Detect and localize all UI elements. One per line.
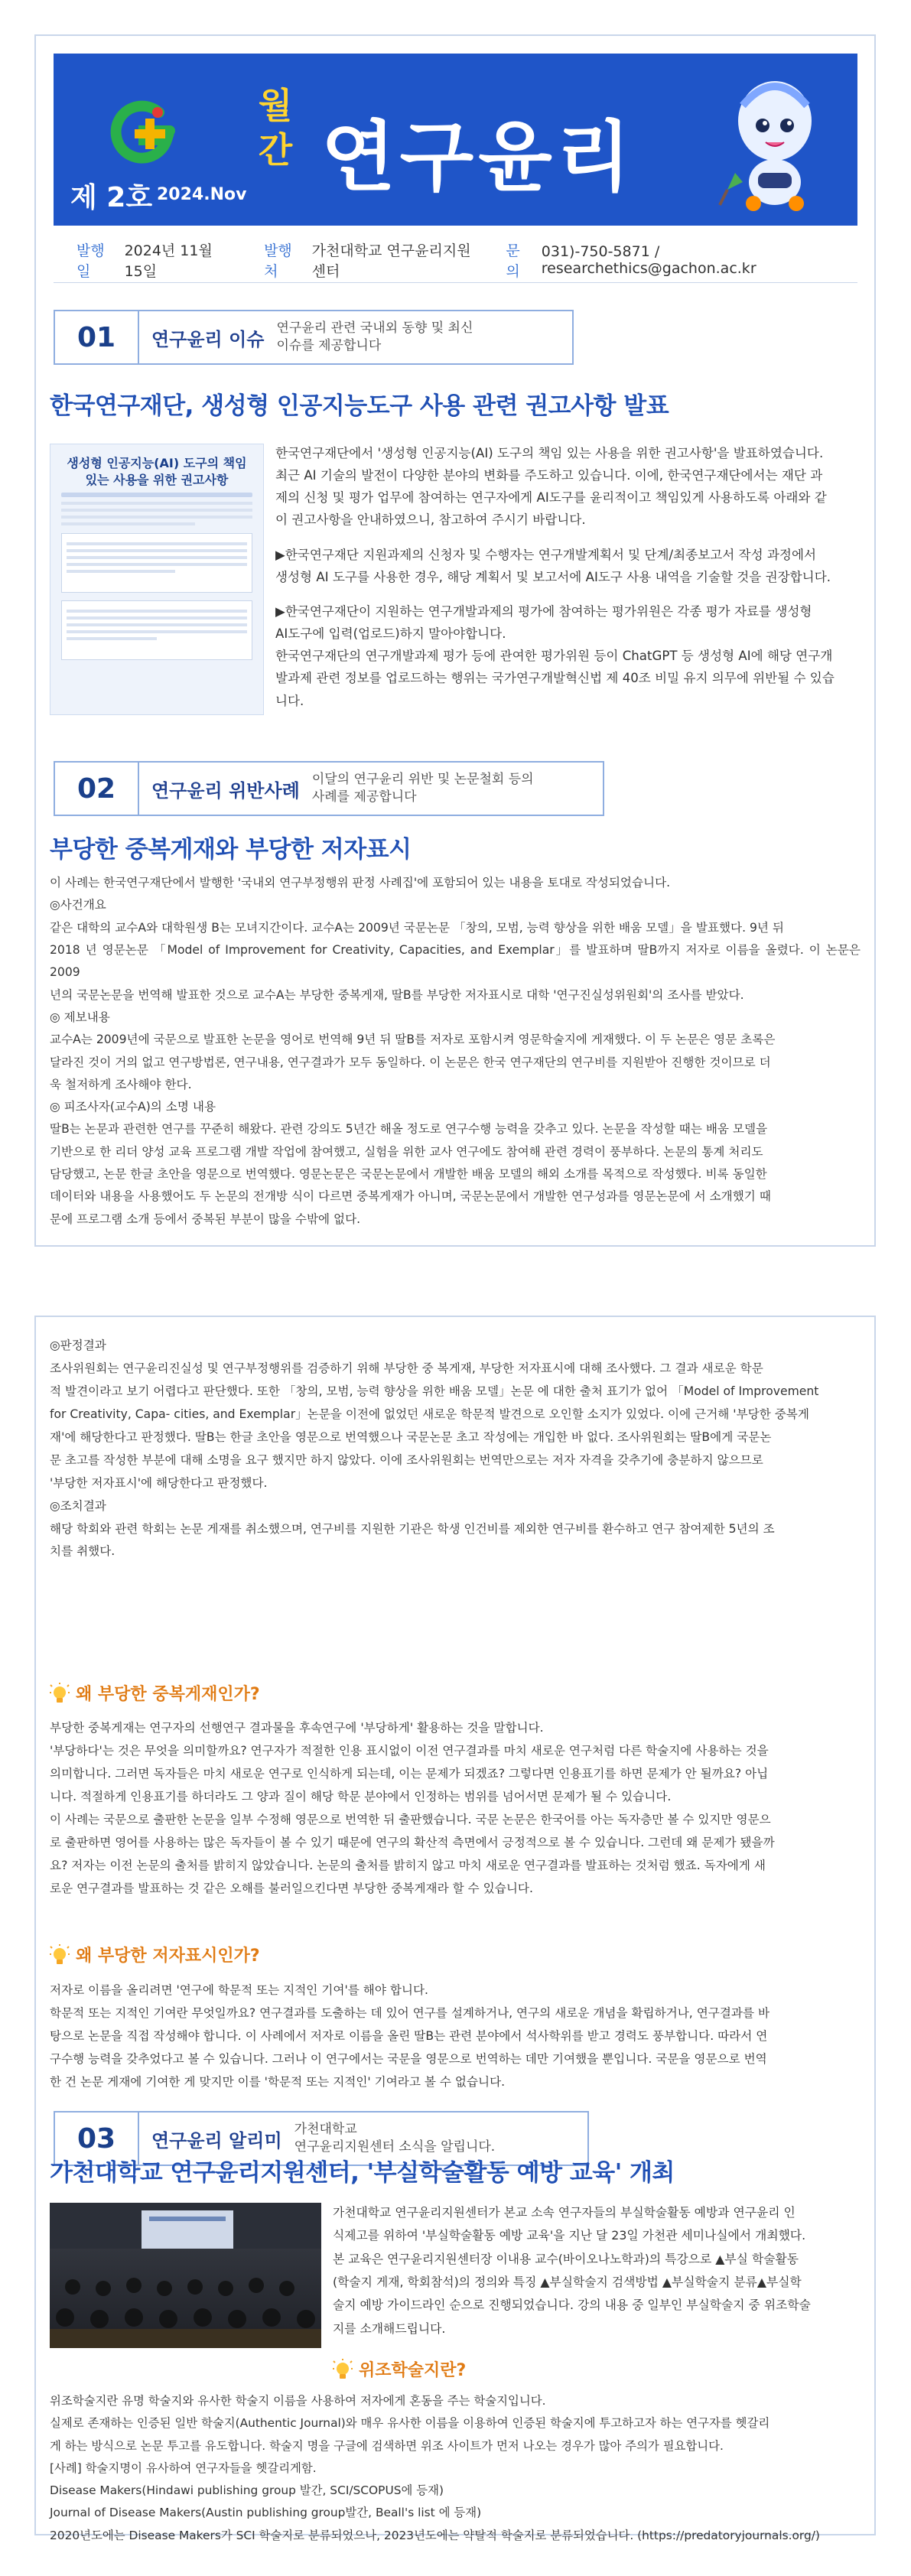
section-title: 연구윤리 위반사례: [151, 779, 300, 802]
thumbnail-title: 생성형 인공지능(AI) 도구의 책임 있는 사용을 위한 권고사항: [67, 456, 247, 487]
text-line: 생성형 AI 도구를 사용한 경우, 해당 계획서 및 보고서에 AI도구 사용 내역을 기술할 것을 권장합니다.: [275, 569, 831, 584]
text-line: 로운 연구결과를 발표하는 것 같은 오해를 불러일으킨다면 부당한 중복게재라 할 수 있습니다.: [50, 1881, 533, 1895]
text-line: 문에 프로그램 소개 등에서 중복된 부분이 많을 수밖에 없다.: [50, 1212, 361, 1226]
section-description: 이달의 연구윤리 위반 및 논문철회 등의 사례를 제공합니다: [311, 772, 534, 805]
text-line: 조사위원회는 연구윤리진실성 및 연구부정행위를 검증하기 위해 부당한 중 복게재, 부당한 저자표시에 대해 조사했다. 그 결과 새로운 학문: [50, 1361, 763, 1375]
text-line: ◎ 피조사자(교수A)의 소명 내용: [50, 1100, 216, 1114]
text-line: 교수A는 2009년에 국문으로 발표한 논문을 영어로 번역해 9년 뒤 딸B를 저자로 포함시켜 영문학술지에 게재했다. 이 두 논문은 영문 초록은: [50, 1033, 776, 1047]
text-line: 학문적 또는 지적인 기여란 무엇일까요? 연구결과를 도출하는 데 있어 연구를 설계하거나, 연구의 새로운 개념을 확립하거나, 연구결과를 바: [50, 2005, 770, 2020]
text-line: [사례] 학술지명이 유사하여 연구자들을 헷갈리게함.: [50, 2461, 317, 2475]
answer-body-3: [50, 2390, 861, 2547]
issue-date: 2024.Nov: [157, 185, 247, 204]
text-line: ◎사건개요: [50, 898, 106, 912]
text-line: 니다.: [275, 693, 304, 708]
text-line: ◎판정결과: [50, 1338, 106, 1352]
section-title: 연구윤리 이슈: [151, 328, 265, 350]
article-body-3: [333, 2201, 861, 2340]
text-line: 한국연구재단에서 '생성형 인공지능(AI) 도구의 책임 있는 사용을 위한 권고사항'을 발표하였습니다.: [275, 446, 824, 460]
text-line: 적 발견이라고 보기 어렵다고 판단했다. 또한 「창의, 모범, 능력 향상을 위한 배움 모델」논문 에 대한 출처 표기가 없어 「Model of Improvement: [50, 1384, 819, 1398]
text-line: '부당한 저자표시'에 해당한다고 판정했다.: [50, 1475, 268, 1490]
contact-label: 문의: [506, 242, 520, 280]
newsletter-title: 연구윤리: [321, 112, 636, 202]
article-body-2: [50, 872, 861, 1231]
monthly-label: 월간: [258, 85, 293, 171]
text-line: 문 초고를 작성한 부분에 대해 소명을 요구 했지만 하지 않았다. 이에 조사위원회는 번역만으로는 저자 자격을 갖추기에 충분하지 않으므로: [50, 1452, 763, 1467]
date-value: 2024년 11월 15일: [124, 242, 213, 280]
text-line: 요? 저자는 이전 논문의 출처를 밝히지 않았습니다. 논문의 출처를 밝히지 않고 마치 새로운 연구결과를 발표하는 것처럼 했죠. 독자에게 새: [50, 1858, 766, 1872]
text-line: 데이터와 내용을 사용했어도 두 논문의 전개방 식이 다르면 중복게재가 아니며, 국문논문에서 개발한 연구성과를 영문논문에 서 소개했기 때: [50, 1189, 771, 1204]
lightbulb-icon: [50, 1944, 70, 1966]
text-line: 니다. 적절하게 인용표기를 하더라도 그 양과 질이 해당 학문 분야에서 인정하는 범위를 넘어서면 문제가 될 수 있습니다.: [50, 1789, 672, 1804]
text-line: Disease Makers(Hindawi publishing group 발간, SCI/SCOPUS에 등재): [50, 2483, 444, 2498]
text-line: ◎조치결과: [50, 1498, 106, 1513]
g-plus-logo-icon: [107, 96, 176, 168]
text-line: AI도구에 입력(업로드)하지 말아야합니다.: [275, 626, 506, 642]
text-line: 한 건 논문 게재에 기여한 게 맞지만 이를 '학문적 또는 지적인' 기여라고 볼 수 없습니다.: [50, 2074, 506, 2089]
text-line: 게 하는 방식으로 논문 투고를 유도합니다. 학술지 명을 구글에 검색하면 위조 사이트가 먼저 나오는 경우가 많아 주의가 필요합니다.: [50, 2438, 724, 2453]
text-line: 재'에 해당한다고 판정했다. 딸B는 한글 초안을 영문으로 번역했으나 국문논문 초고 작성에는 개입한 바 없다. 조사위원회는 딸B에게 국문논: [50, 1429, 772, 1444]
section-description: 가천대학교 연구윤리지원센터 소식을 알립니다.: [294, 2122, 496, 2155]
text-line: 부당한 중복게재는 연구자의 선행연구 결과물을 후속연구에 '부당하게' 활용하는 것을 말합니다.: [50, 1721, 544, 1735]
article-body-2-continued: [50, 1335, 861, 1563]
text-line: 본 교육은 연구윤리지원센터장 이내용 교수(바이오나노학과)의 특강으로 ▲부실 학술활동: [333, 2251, 799, 2266]
lightbulb-icon: [50, 1683, 70, 1704]
text-line: 치를 취했다.: [50, 1544, 116, 1559]
text-line: 실제로 존재하는 인증된 일반 학술지(Authentic Journal)와 매우 유사한 이름을 이용하여 인증된 학술지에 투고하고자 하는 연구자를 헷갈리: [50, 2416, 770, 2431]
article-title-1: 한국연구재단, 생성형 인공지능도구 사용 관련 권고사항 발표: [50, 392, 669, 420]
text-line: 술지 예방 가이드라인 순으로 진행되었습니다. 강의 내용 중 일부인 부실학술지 중 위조학술: [333, 2298, 811, 2313]
text-line: 제의 신청 및 평가 업무에 참여하는 연구자에게 AI도구를 윤리적이고 책임있게 사용하도록 아래와 같: [275, 490, 827, 506]
text-line: (학술지 게재, 학회참석)의 정의와 특징 ▲부실학술지 검색방법 ▲부실학술지 분류▲부실학: [333, 2274, 802, 2289]
answer-body-2: [50, 1979, 861, 2094]
issue-number: 제 2호: [70, 182, 153, 213]
text-line: ◎ 제보내용: [50, 1010, 110, 1024]
text-line: [275, 531, 857, 544]
text-line: ▶한국연구재단이 지원하는 연구개발과제의 평가에 참여하는 평가위원은 각종 평가 자료를 생성형: [275, 604, 812, 620]
question-heading-1: 왜 부당한 중복게재인가?: [50, 1681, 260, 1705]
text-line: 기반으로 한 리더 양성 교육 프로그램 개발 작업에 참여했고, 실험을 위한 교사 연구에도 참여해 관련 경력이 풍부하다. 논문의 통계 처리도: [50, 1144, 763, 1159]
section-title: 연구윤리 알리미: [151, 2129, 282, 2152]
section-number: 01: [55, 311, 139, 363]
text-line: 같은 대학의 교수A와 대학원생 B는 모녀지간이다. 교수A는 2009년 국문논문 「창의, 모범, 능력 향상을 위한 배움 모델」을 발표했다. 9년 뒤: [50, 920, 784, 935]
section-01-label: [54, 310, 574, 365]
text-line: ▶한국연구재단 지원과제의 신청자 및 수행자는 연구개발계획서 및 단계/최종보고서 작성 과정에서: [275, 547, 817, 562]
text-line: 가천대학교 연구윤리지원센터가 본교 소속 연구자들의 부실학술활동 예방과 연구윤리 인: [333, 2205, 795, 2220]
question-heading-3: 위조학술지란?: [333, 2357, 466, 2381]
text-line: 달라진 것이 거의 없고 연구방법론, 연구내용, 연구결과가 모두 동일하다. 이 논문은 한국 연구재단의 연구비를 지원받아 진행한 것이므로 더: [50, 1055, 771, 1069]
date-label: 발행일: [76, 242, 105, 280]
text-line: 의미합니다. 그러면 독자들은 마치 새로운 연구로 인식하게 되는데, 이는 문제가 되겠죠? 그렇다면 인용표기를 하면 문제가 안 될까요? 아닙: [50, 1766, 769, 1781]
text-line: 2020년도에는 Disease Makers가 SCI 학술지로 분류되었으나, 2023년도에는 약탈적 학술지로 분류되었습니다. (https://predatoryjournals.org/): [50, 2528, 820, 2542]
section-number: 03: [55, 2113, 139, 2165]
text-line: 최근 AI 기술의 발전이 다양한 분야의 변화를 주도하고 있습니다. 이에, 한국연구재단에서는 재단 과: [275, 468, 823, 483]
text-line: 한국연구재단의 연구개발과제 평가 등에 관여한 평가위원 등이 ChatGPT 등 생성형 AI에 해당 연구개: [275, 649, 833, 664]
publication-info: [54, 237, 857, 283]
text-line: 해당 학회와 관련 학회는 논문 게재를 취소했으며, 연구비를 지원한 기관은 학생 인건비를 제외한 연구비를 환수하고 연구 참여제한 5년의 조: [50, 1521, 775, 1536]
publisher-value: 가천대학교 연구윤리지원센터: [311, 242, 471, 280]
text-line: 탕으로 논문을 직접 작성해야 합니다. 이 사례에서 저자로 이름을 올린 딸B는 관련 분야에서 석사학위를 받고 경력도 풍부합니다. 따라서 연: [50, 2028, 768, 2043]
header-banner: [54, 54, 857, 226]
article-body-1: [275, 442, 857, 712]
text-line: 로 출판하면 영어를 사용하는 많은 독자들이 볼 수 있기 때문에 연구의 확산적 측면에서 긍정적으로 볼 수 있습니다. 그런데 왜 문제가 됐을까: [50, 1835, 775, 1849]
text-line: 년의 국문논문을 번역해 발표한 것으로 교수A는 부당한 중복게재, 딸B를 부당한 저자표시로 대학 '연구진실성위원회'의 조사를 받았다.: [50, 987, 744, 1002]
contact-value: 031)-750-5871 / researchethics@gachon.ac.kr: [541, 242, 756, 277]
section-number: 02: [55, 763, 139, 815]
text-line: 담당했고, 논문 한글 초안을 영문으로 번역했다. 영문논문은 국문논문에서 개발한 배움 모델의 해외 소개를 목적으로 작성했다. 비록 동일한: [50, 1167, 767, 1182]
lightbulb-icon: [333, 2359, 353, 2380]
publisher-label: 발행처: [264, 242, 292, 280]
report-thumbnail: [50, 444, 264, 715]
text-line: 구수행 능력을 갖추었다고 볼 수 있습니다. 그러나 이 연구에서는 국문을 영문으로 번역하는 데만 기여했을 뿐입니다. 국문을 영문으로 번역: [50, 2051, 767, 2066]
text-line: 2018 년 영문논문 「Model of Improvement for Creativity, Capacities, and Exemplar」를 발표하며 딸B까지 저자로 이름을 올렸다. 이 논문은 2009: [50, 942, 861, 980]
text-line: 저자로 이름을 올리려면 '연구에 학문적 또는 지적인 기여'를 해야 합니다.: [50, 1983, 428, 1997]
section-description: 연구윤리 관련 국내외 동향 및 최신 이슈를 제공합니다: [276, 320, 473, 353]
seminar-photo: [50, 2203, 321, 2348]
article-title-2: 부당한 중복게재와 부당한 저자표시: [50, 836, 412, 864]
text-line: 이 권고사항을 안내하였으니, 참고하여 주시기 바랍니다.: [275, 512, 586, 528]
text-line: 지를 소개해드립니다.: [333, 2321, 446, 2336]
text-line: 욱 철저하게 조사해야 한다.: [50, 1077, 192, 1091]
text-line: '부당하다'는 것은 무엇을 의미할까요? 연구자가 적절한 인용 표시없이 이전 연구결과를 마치 새로운 연구처럼 다른 학술지에 사용하는 것을: [50, 1743, 769, 1758]
text-line: [275, 588, 857, 601]
text-line: 발과제 관련 정보를 업로드하는 행위는 국가연구개발혁신법 제 40조 비밀 유지 의무에 위반될 수 있습: [275, 671, 835, 686]
article-title-3: 가천대학교 연구윤리지원센터, '부실학술활동 예방 교육' 개최: [50, 2159, 675, 2187]
mascot-icon: [712, 75, 827, 216]
text-line: 이 사례는 국문으로 출판한 논문을 일부 수정해 영문으로 번역한 뒤 출판했습니다. 국문 논문은 한국어를 아는 독자층만 볼 수 있지만 영문으: [50, 1812, 771, 1826]
text-line: 식제고를 위하여 '부실학술활동 예방 교육'을 지난 달 23일 가천관 세미나실에서 개최했다.: [333, 2228, 806, 2243]
text-line: Journal of Disease Makers(Austin publishing group발간, Beall's list 에 등재): [50, 2506, 482, 2520]
text-line: 딸B는 논문과 관련한 연구를 꾸준히 해왔다. 관련 강의도 5년간 해올 정도로 연구수행 능력을 갖추고 있다. 논문을 작성할 때는 배움 모델을: [50, 1122, 768, 1137]
question-heading-2: 왜 부당한 저자표시인가?: [50, 1943, 260, 1966]
answer-body-1: [50, 1717, 861, 1901]
text-line: for Creativity, Capa- cities, and Exemplar」논문을 이전에 없었던 새로운 학문적 발견으로 오인할 소지가 있었다. 이에 근거해 '부당한 중복게: [50, 1407, 809, 1421]
text-line: 이 사례는 한국연구재단에서 발행한 '국내외 연구부정행위 판정 사례집'에 포함되어 있는 내용을 토대로 작성되었습니다.: [50, 876, 671, 890]
text-line: 위조학술지란 유명 학술지와 유사한 학술지 이름을 사용하여 저자에게 혼동을 주는 학술지입니다.: [50, 2394, 546, 2408]
section-02-label: [54, 761, 604, 816]
